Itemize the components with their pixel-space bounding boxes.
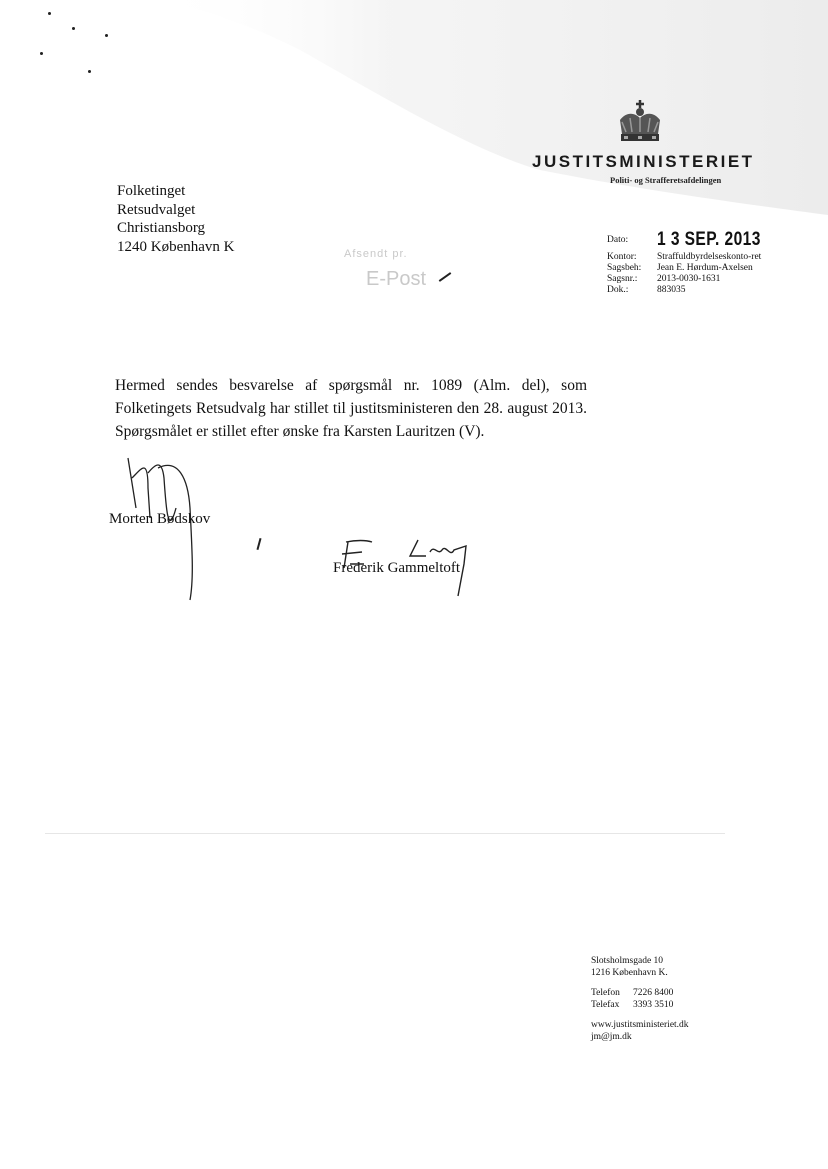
- recipient-line: Christiansborg: [117, 220, 206, 236]
- meta-row-document: [607, 285, 797, 296]
- meta-row-caseworker: [607, 263, 797, 274]
- stamp-main-text: E-Post: [366, 268, 427, 290]
- phone-row: [591, 988, 751, 1000]
- caseworker-label: Sagsbeh:: [607, 263, 642, 273]
- phone-value: 7226 8400: [633, 988, 674, 998]
- fold-line: [45, 833, 725, 834]
- document-label: Dok.:: [607, 285, 629, 295]
- check-mark-icon: [439, 272, 452, 282]
- ministry-department: Politi- og Strafferetsafdelingen: [610, 175, 722, 185]
- website-link[interactable]: www.justitsministeriet.dk: [591, 1020, 689, 1030]
- scan-speck: [105, 34, 108, 37]
- recipient-line: Folketinget: [117, 183, 186, 199]
- web-block: [591, 1020, 751, 1043]
- stamp-top-text: Afsendt pr.: [344, 248, 408, 260]
- scan-speck: [72, 27, 75, 30]
- recipient-line: Retsudvalget: [117, 201, 196, 218]
- document-value: 883035: [657, 285, 686, 295]
- case-number-value: 2013-0030-1631: [657, 274, 721, 284]
- case-metadata: [607, 230, 797, 296]
- meta-row-date: [607, 230, 797, 250]
- scan-mark: [256, 538, 261, 550]
- meta-row-office: [607, 252, 797, 263]
- minister-signature-icon: [118, 448, 228, 608]
- address-block: [591, 956, 751, 979]
- fax-row: [591, 1000, 751, 1012]
- caseworker-value: Jean E. Hørdum-Axelsen: [657, 263, 753, 273]
- email-link[interactable]: jm@jm.dk: [591, 1031, 632, 1042]
- official-name: Frederik Gammeltoft: [333, 560, 461, 576]
- recipient-address: [117, 182, 234, 256]
- sent-stamp: [340, 246, 480, 296]
- city-address: 1216 København K.: [591, 967, 668, 978]
- street-address: Slotsholmsgade 10: [591, 956, 664, 966]
- ministry-contact-footer: [591, 956, 751, 1052]
- minister-name: Morten Bødskov: [109, 511, 211, 527]
- scan-speck: [48, 12, 51, 15]
- scan-speck: [88, 70, 91, 73]
- crown-icon: [612, 98, 668, 148]
- date-label: Dato:: [607, 234, 629, 245]
- fax-label: Telefax: [591, 999, 620, 1010]
- scan-speck: [40, 52, 43, 55]
- fax-value: 3393 3510: [633, 999, 674, 1010]
- office-label: Kontor:: [607, 252, 637, 262]
- date-stamp: 1 3 SEP. 2013: [657, 229, 761, 250]
- letter-body: Hermed sendes besvarelse af spørgsmål nr. 1089 (Alm. del), som Folketingets Retsudvalg har stillet til justitsministeren den 28. august 2013. Spørgsmålet er stillet efter ønske fra Karsten Lauritzen (V).: [115, 377, 587, 440]
- ministry-name: JUSTITSMINISTERIET: [532, 152, 755, 171]
- meta-row-case-number: [607, 274, 797, 285]
- phone-block: [591, 988, 751, 1011]
- case-number-label: Sagsnr.:: [607, 274, 638, 284]
- office-value: Straffuldbyrdelseskonto-ret: [657, 252, 762, 262]
- phone-label: Telefon: [591, 988, 620, 998]
- recipient-line: 1240 København K: [117, 238, 235, 255]
